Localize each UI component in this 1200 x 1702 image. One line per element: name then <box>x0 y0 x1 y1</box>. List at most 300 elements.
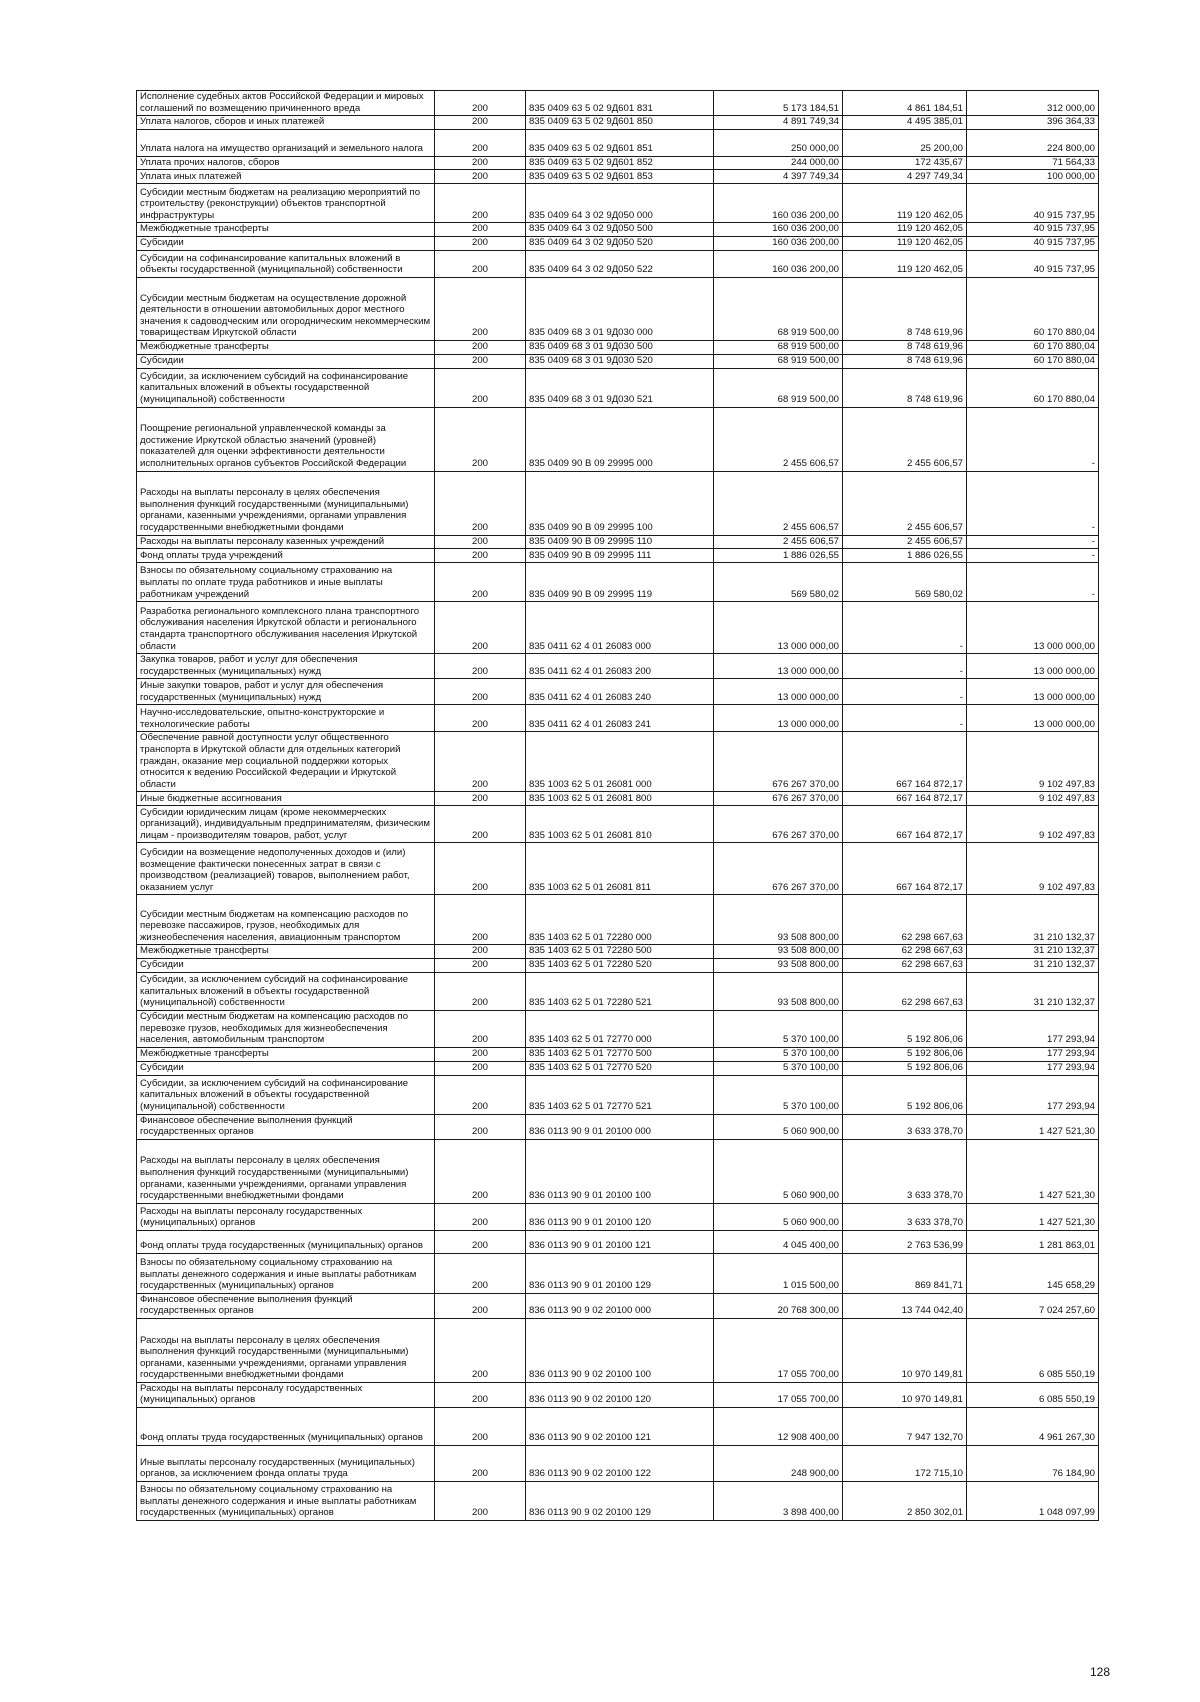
row-type-cell: 200 <box>435 184 526 223</box>
row-name-cell: Уплата налога на имущество организаций и земельного налога <box>137 129 435 156</box>
table-row <box>137 277 1099 340</box>
row-name-cell: Субсидии, за исключением субсидий на софинансирование капитальных вложений в объекты государственной (муниципальной) собственности <box>137 1075 435 1114</box>
row-code-cell: 835 0409 64 3 02 9Д050 522 <box>526 250 714 277</box>
row-code-cell: 836 0113 90 9 02 20100 100 <box>526 1318 714 1382</box>
row-name-cell: Межбюджетные трансферты <box>137 945 435 959</box>
table-row <box>137 340 1099 354</box>
table-row <box>137 972 1099 1010</box>
row-value-cell: 312 000,00 <box>967 91 1099 116</box>
row-value-cell: 5 192 806,06 <box>843 1075 967 1114</box>
budget-execution-table <box>136 90 1099 1521</box>
row-value-cell: 160 036 200,00 <box>714 250 843 277</box>
row-value-cell: 60 170 880,04 <box>967 368 1099 407</box>
row-code-cell: 835 0409 64 3 02 9Д050 500 <box>526 223 714 237</box>
row-code-cell: 835 1003 62 5 01 26081 810 <box>526 806 714 843</box>
row-type-cell: 200 <box>435 1382 526 1407</box>
row-value-cell: 569 580,02 <box>714 563 843 602</box>
row-name-cell: Фонд оплаты труда государственных (муниципальных) органов <box>137 1408 435 1446</box>
row-type-cell: 200 <box>435 1230 526 1253</box>
table-row <box>137 407 1099 471</box>
table-row <box>137 170 1099 184</box>
row-value-cell: 676 267 370,00 <box>714 806 843 843</box>
row-code-cell: 835 1003 62 5 01 26081 811 <box>526 843 714 895</box>
row-value-cell: - <box>843 705 967 732</box>
table-row <box>137 1446 1099 1482</box>
row-value-cell: 13 000 000,00 <box>714 705 843 732</box>
row-type-cell: 200 <box>435 1114 526 1139</box>
table-row <box>137 958 1099 972</box>
row-name-cell: Иные бюджетные ассигнования <box>137 792 435 806</box>
row-value-cell: 1 048 097,99 <box>967 1482 1099 1521</box>
row-value-cell: 93 508 800,00 <box>714 895 843 945</box>
row-name-cell: Взносы по обязательному социальному страхованию на выплаты денежного содержания и иные выплаты работникам государственных (муниципальных) органов <box>137 1482 435 1521</box>
row-type-cell: 200 <box>435 223 526 237</box>
row-name-cell: Иные закупки товаров, работ и услуг для обеспечения государственных (муниципальных) нужд <box>137 679 435 705</box>
row-type-cell: 200 <box>435 354 526 368</box>
row-code-cell: 835 0409 63 5 02 9Д601 852 <box>526 156 714 170</box>
row-value-cell: 5 370 100,00 <box>714 1010 843 1047</box>
row-name-cell: Исполнение судебных актов Российской Федерации и мировых соглашений по возмещению причиненного вреда <box>137 91 435 116</box>
table-row <box>137 1293 1099 1318</box>
row-value-cell: 8 748 619,96 <box>843 354 967 368</box>
row-value-cell: 2 455 606,57 <box>843 407 967 471</box>
row-value-cell: 119 120 462,05 <box>843 223 967 237</box>
row-name-cell: Взносы по обязательному социальному страхованию на выплаты денежного содержания и иные выплаты работникам государственных (муниципальных) органов <box>137 1253 435 1293</box>
row-type-cell: 200 <box>435 156 526 170</box>
row-value-cell: 3 633 378,70 <box>843 1139 967 1203</box>
row-value-cell: 93 508 800,00 <box>714 958 843 972</box>
row-name-cell: Разработка регионального комплексного плана транспортного обслуживания населения Иркутской области и регионального стандарта транспортного обслуживания населения Иркутской области <box>137 602 435 654</box>
row-value-cell: 9 102 497,83 <box>967 843 1099 895</box>
row-name-cell: Иные выплаты персоналу государственных (муниципальных) органов, за исключением фонда оплаты труда <box>137 1446 435 1482</box>
table-row <box>137 792 1099 806</box>
row-type-cell: 200 <box>435 368 526 407</box>
row-code-cell: 836 0113 90 9 01 20100 121 <box>526 1230 714 1253</box>
row-value-cell: - <box>967 563 1099 602</box>
row-type-cell: 200 <box>435 1061 526 1075</box>
row-value-cell: 3 633 378,70 <box>843 1114 967 1139</box>
table-row <box>137 354 1099 368</box>
row-name-cell: Субсидии местным бюджетам на реализацию мероприятий по строительству (реконструкции) объектов транспортной инфраструктуры <box>137 184 435 223</box>
row-type-cell: 200 <box>435 407 526 471</box>
row-value-cell: 160 036 200,00 <box>714 223 843 237</box>
row-type-cell: 200 <box>435 535 526 549</box>
table-row <box>137 843 1099 895</box>
row-type-cell: 200 <box>435 549 526 563</box>
row-value-cell: 62 298 667,63 <box>843 945 967 959</box>
row-value-cell: 667 164 872,17 <box>843 843 967 895</box>
row-value-cell: 248 900,00 <box>714 1446 843 1482</box>
row-type-cell: 200 <box>435 958 526 972</box>
row-value-cell: 1 886 026,55 <box>843 549 967 563</box>
row-value-cell: 31 210 132,37 <box>967 895 1099 945</box>
table-row <box>137 945 1099 959</box>
row-value-cell: 177 293,94 <box>967 1010 1099 1047</box>
row-value-cell: - <box>967 535 1099 549</box>
row-value-cell: 676 267 370,00 <box>714 792 843 806</box>
table-row <box>137 1318 1099 1382</box>
row-value-cell: 667 164 872,17 <box>843 732 967 792</box>
row-value-cell: 5 060 900,00 <box>714 1139 843 1203</box>
table-row <box>137 368 1099 407</box>
row-value-cell: 9 102 497,83 <box>967 732 1099 792</box>
row-name-cell: Субсидии <box>137 236 435 250</box>
row-code-cell: 835 0409 64 3 02 9Д050 000 <box>526 184 714 223</box>
row-value-cell: 4 045 400,00 <box>714 1230 843 1253</box>
row-value-cell: - <box>843 679 967 705</box>
row-type-cell: 200 <box>435 1446 526 1482</box>
row-value-cell: 4 891 749,34 <box>714 116 843 130</box>
row-value-cell: 177 293,94 <box>967 1061 1099 1075</box>
row-value-cell: 1 427 521,30 <box>967 1203 1099 1230</box>
row-value-cell: 172 715,10 <box>843 1446 967 1482</box>
row-value-cell: 8 748 619,96 <box>843 277 967 340</box>
row-value-cell: 10 970 149,81 <box>843 1382 967 1407</box>
table-row <box>137 116 1099 130</box>
row-value-cell: 13 000 000,00 <box>967 679 1099 705</box>
row-value-cell: 17 055 700,00 <box>714 1318 843 1382</box>
row-value-cell: 5 370 100,00 <box>714 1061 843 1075</box>
row-value-cell: 62 298 667,63 <box>843 895 967 945</box>
row-value-cell: - <box>967 549 1099 563</box>
row-value-cell: - <box>967 471 1099 535</box>
row-value-cell: 13 000 000,00 <box>967 705 1099 732</box>
table-row <box>137 1482 1099 1521</box>
row-value-cell: 676 267 370,00 <box>714 843 843 895</box>
row-code-cell: 835 0409 68 3 01 9Д030 000 <box>526 277 714 340</box>
row-type-cell: 200 <box>435 705 526 732</box>
row-value-cell: 13 000 000,00 <box>967 602 1099 654</box>
row-type-cell: 200 <box>435 843 526 895</box>
row-code-cell: 836 0113 90 9 02 20100 000 <box>526 1293 714 1318</box>
row-value-cell: 68 919 500,00 <box>714 277 843 340</box>
row-name-cell: Финансовое обеспечение выполнения функций государственных органов <box>137 1114 435 1139</box>
row-type-cell: 200 <box>435 895 526 945</box>
row-value-cell: 9 102 497,83 <box>967 792 1099 806</box>
row-value-cell: 5 192 806,06 <box>843 1010 967 1047</box>
row-value-cell: 4 861 184,51 <box>843 91 967 116</box>
table-row <box>137 1010 1099 1047</box>
row-code-cell: 835 0409 63 5 02 9Д601 850 <box>526 116 714 130</box>
row-type-cell: 200 <box>435 1047 526 1061</box>
table-row <box>137 1203 1099 1230</box>
table-row <box>137 1382 1099 1407</box>
row-value-cell: 10 970 149,81 <box>843 1318 967 1382</box>
row-code-cell: 836 0113 90 9 01 20100 100 <box>526 1139 714 1203</box>
row-name-cell: Субсидии <box>137 354 435 368</box>
row-value-cell: 40 915 737,95 <box>967 236 1099 250</box>
row-value-cell: 869 841,71 <box>843 1253 967 1293</box>
row-code-cell: 835 0409 90 В 09 29995 119 <box>526 563 714 602</box>
row-value-cell: 6 085 550,19 <box>967 1318 1099 1382</box>
row-value-cell: 2 455 606,57 <box>714 471 843 535</box>
row-code-cell: 835 0411 62 4 01 26083 200 <box>526 654 714 679</box>
row-value-cell: 5 173 184,51 <box>714 91 843 116</box>
row-code-cell: 835 1403 62 5 01 72770 520 <box>526 1061 714 1075</box>
row-code-cell: 836 0113 90 9 02 20100 122 <box>526 1446 714 1482</box>
row-value-cell: 68 919 500,00 <box>714 354 843 368</box>
row-code-cell: 835 0409 63 5 02 9Д601 831 <box>526 91 714 116</box>
row-code-cell: 835 1403 62 5 01 72280 000 <box>526 895 714 945</box>
row-value-cell: 60 170 880,04 <box>967 354 1099 368</box>
row-value-cell: 68 919 500,00 <box>714 368 843 407</box>
row-value-cell: 2 850 302,01 <box>843 1482 967 1521</box>
row-type-cell: 200 <box>435 654 526 679</box>
row-value-cell: 177 293,94 <box>967 1047 1099 1061</box>
row-value-cell: - <box>843 654 967 679</box>
row-value-cell: 1 281 863,01 <box>967 1230 1099 1253</box>
row-type-cell: 200 <box>435 679 526 705</box>
table-row <box>137 705 1099 732</box>
row-value-cell: 177 293,94 <box>967 1075 1099 1114</box>
row-name-cell: Субсидии местным бюджетам на осуществление дорожной деятельности в отношении автомобильных дорог местного значения к садоводческим или огородническим некоммерческим товариществам Иркутской области <box>137 277 435 340</box>
row-value-cell: 2 763 536,99 <box>843 1230 967 1253</box>
row-type-cell: 200 <box>435 1203 526 1230</box>
row-value-cell: 93 508 800,00 <box>714 972 843 1010</box>
row-value-cell: 5 370 100,00 <box>714 1047 843 1061</box>
table-body <box>137 91 1099 1521</box>
row-code-cell: 836 0113 90 9 01 20100 000 <box>526 1114 714 1139</box>
row-code-cell: 835 1403 62 5 01 72280 500 <box>526 945 714 959</box>
row-type-cell: 200 <box>435 1293 526 1318</box>
table-row <box>137 1114 1099 1139</box>
row-value-cell: 13 000 000,00 <box>714 654 843 679</box>
row-name-cell: Субсидии <box>137 1061 435 1075</box>
table-row <box>137 184 1099 223</box>
row-name-cell: Фонд оплаты труда государственных (муниципальных) органов <box>137 1230 435 1253</box>
row-name-cell: Межбюджетные трансферты <box>137 340 435 354</box>
row-name-cell: Субсидии <box>137 958 435 972</box>
row-name-cell: Фонд оплаты труда учреждений <box>137 549 435 563</box>
row-value-cell: 40 915 737,95 <box>967 223 1099 237</box>
row-value-cell: 5 192 806,06 <box>843 1047 967 1061</box>
table-row <box>137 1061 1099 1075</box>
row-name-cell: Поощрение региональной управленческой команды за достижение Иркутской областью значений (уровней) показателей для оценки эффективности деятельности исполнительных органов субъектов Российской Федерации <box>137 407 435 471</box>
row-type-cell: 200 <box>435 1482 526 1521</box>
table-row <box>137 471 1099 535</box>
row-name-cell: Закупка товаров, работ и услуг для обеспечения государственных (муниципальных) нужд <box>137 654 435 679</box>
row-value-cell: 4 297 749,34 <box>843 170 967 184</box>
row-value-cell: 160 036 200,00 <box>714 236 843 250</box>
row-value-cell: 5 370 100,00 <box>714 1075 843 1114</box>
row-type-cell: 200 <box>435 602 526 654</box>
table-row <box>137 91 1099 116</box>
row-value-cell: 13 000 000,00 <box>714 679 843 705</box>
row-code-cell: 835 0411 62 4 01 26083 241 <box>526 705 714 732</box>
table-row <box>137 1075 1099 1114</box>
row-code-cell: 835 1403 62 5 01 72280 520 <box>526 958 714 972</box>
row-value-cell: 4 397 749,34 <box>714 170 843 184</box>
table-row <box>137 549 1099 563</box>
row-value-cell: 1 427 521,30 <box>967 1139 1099 1203</box>
row-value-cell: 4 495 385,01 <box>843 116 967 130</box>
row-name-cell: Межбюджетные трансферты <box>137 1047 435 1061</box>
row-value-cell: 2 455 606,57 <box>714 535 843 549</box>
row-value-cell: 160 036 200,00 <box>714 184 843 223</box>
row-name-cell: Уплата налогов, сборов и иных платежей <box>137 116 435 130</box>
row-value-cell: 13 744 042,40 <box>843 1293 967 1318</box>
row-code-cell: 835 1403 62 5 01 72280 521 <box>526 972 714 1010</box>
row-name-cell: Расходы на выплаты персоналу казенных учреждений <box>137 535 435 549</box>
row-type-cell: 200 <box>435 471 526 535</box>
row-value-cell: 60 170 880,04 <box>967 277 1099 340</box>
row-value-cell: 1 886 026,55 <box>714 549 843 563</box>
row-value-cell: 5 060 900,00 <box>714 1203 843 1230</box>
row-type-cell: 200 <box>435 170 526 184</box>
row-value-cell: 676 267 370,00 <box>714 732 843 792</box>
row-type-cell: 200 <box>435 1253 526 1293</box>
row-type-cell: 200 <box>435 732 526 792</box>
row-code-cell: 836 0113 90 9 02 20100 121 <box>526 1408 714 1446</box>
row-value-cell: 68 919 500,00 <box>714 340 843 354</box>
row-name-cell: Субсидии местным бюджетам на компенсацию расходов по перевозке пассажиров, грузов, необходимых для жизнеобеспечения населения, авиационным транспортом <box>137 895 435 945</box>
row-value-cell: 3 898 400,00 <box>714 1482 843 1521</box>
row-type-cell: 200 <box>435 806 526 843</box>
row-code-cell: 835 1003 62 5 01 26081 800 <box>526 792 714 806</box>
row-value-cell: 62 298 667,63 <box>843 958 967 972</box>
table-row <box>137 236 1099 250</box>
row-value-cell: 93 508 800,00 <box>714 945 843 959</box>
row-name-cell: Субсидии юридическим лицам (кроме некоммерческих организаций), индивидуальным предпринимателям, физическим лицам - производителям товаров, работ, услуг <box>137 806 435 843</box>
row-value-cell: 7 947 132,70 <box>843 1408 967 1446</box>
row-name-cell: Расходы на выплаты персоналу государственных (муниципальных) органов <box>137 1382 435 1407</box>
row-type-cell: 200 <box>435 236 526 250</box>
row-type-cell: 200 <box>435 792 526 806</box>
row-type-cell: 200 <box>435 563 526 602</box>
table-row <box>137 156 1099 170</box>
row-value-cell: 250 000,00 <box>714 129 843 156</box>
row-value-cell: 5 192 806,06 <box>843 1061 967 1075</box>
row-value-cell: 172 435,67 <box>843 156 967 170</box>
row-type-cell: 200 <box>435 116 526 130</box>
table-row <box>137 1230 1099 1253</box>
table-row <box>137 806 1099 843</box>
row-type-cell: 200 <box>435 91 526 116</box>
row-type-cell: 200 <box>435 250 526 277</box>
row-value-cell: 100 000,00 <box>967 170 1099 184</box>
row-name-cell: Расходы на выплаты персоналу в целях обеспечения выполнения функций государственными (муниципальными) органами, казенными учреждениями, органами управления государственными внебюджетными фондами <box>137 471 435 535</box>
row-name-cell: Субсидии, за исключением субсидий на софинансирование капитальных вложений в объекты государственной (муниципальной) собственности <box>137 972 435 1010</box>
row-name-cell: Расходы на выплаты персоналу государственных (муниципальных) органов <box>137 1203 435 1230</box>
row-value-cell: 71 564,33 <box>967 156 1099 170</box>
row-code-cell: 835 0409 68 3 01 9Д030 520 <box>526 354 714 368</box>
row-code-cell: 836 0113 90 9 02 20100 129 <box>526 1482 714 1521</box>
row-value-cell: - <box>967 407 1099 471</box>
table-row <box>137 129 1099 156</box>
row-value-cell: 1 427 521,30 <box>967 1114 1099 1139</box>
row-value-cell: 31 210 132,37 <box>967 972 1099 1010</box>
row-value-cell: 76 184,90 <box>967 1446 1099 1482</box>
row-value-cell: 13 000 000,00 <box>714 602 843 654</box>
table-row <box>137 250 1099 277</box>
row-value-cell: 12 908 400,00 <box>714 1408 843 1446</box>
row-name-cell: Субсидии, за исключением субсидий на софинансирование капитальных вложений в объекты государственной (муниципальной) собственности <box>137 368 435 407</box>
row-type-cell: 200 <box>435 129 526 156</box>
row-value-cell: 569 580,02 <box>843 563 967 602</box>
table-row <box>137 1408 1099 1446</box>
row-type-cell: 200 <box>435 972 526 1010</box>
row-code-cell: 835 1403 62 5 01 72770 500 <box>526 1047 714 1061</box>
row-name-cell: Взносы по обязательному социальному страхованию на выплаты по оплате труда работников и иные выплаты работникам учреждений <box>137 563 435 602</box>
row-value-cell: 40 915 737,95 <box>967 250 1099 277</box>
row-value-cell: 40 915 737,95 <box>967 184 1099 223</box>
table-row <box>137 679 1099 705</box>
row-value-cell: 9 102 497,83 <box>967 806 1099 843</box>
row-code-cell: 836 0113 90 9 01 20100 129 <box>526 1253 714 1293</box>
row-value-cell: - <box>843 602 967 654</box>
row-name-cell: Расходы на выплаты персоналу в целях обеспечения выполнения функций государственными (муниципальными) органами, казенными учреждениями, органами управления государственными внебюджетными фондами <box>137 1139 435 1203</box>
row-type-cell: 200 <box>435 1075 526 1114</box>
row-code-cell: 835 0411 62 4 01 26083 240 <box>526 679 714 705</box>
table-row <box>137 732 1099 792</box>
row-value-cell: 8 748 619,96 <box>843 340 967 354</box>
table-row <box>137 654 1099 679</box>
row-type-cell: 200 <box>435 1318 526 1382</box>
page-number: 128 <box>1090 1665 1111 1679</box>
row-value-cell: 119 120 462,05 <box>843 184 967 223</box>
row-name-cell: Субсидии на возмещение недополученных доходов и (или) возмещение фактически понесенных затрат в связи с производством (реализацией) товаров, выполнением работ, оказанием услуг <box>137 843 435 895</box>
row-value-cell: 119 120 462,05 <box>843 250 967 277</box>
row-code-cell: 835 0409 90 В 09 29995 000 <box>526 407 714 471</box>
row-value-cell: 1 015 500,00 <box>714 1253 843 1293</box>
table-row <box>137 223 1099 237</box>
row-code-cell: 835 0409 90 В 09 29995 111 <box>526 549 714 563</box>
row-type-cell: 200 <box>435 1010 526 1047</box>
row-code-cell: 835 0409 68 3 01 9Д030 500 <box>526 340 714 354</box>
row-code-cell: 835 0409 90 В 09 29995 100 <box>526 471 714 535</box>
row-value-cell: 145 658,29 <box>967 1253 1099 1293</box>
table-row <box>137 1139 1099 1203</box>
row-code-cell: 836 0113 90 9 01 20100 120 <box>526 1203 714 1230</box>
row-name-cell: Межбюджетные трансферты <box>137 223 435 237</box>
row-name-cell: Обеспечение равной доступности услуг общественного транспорта в Иркутской области для отдельных категорий граждан, оказание мер социальной поддержки которых относится к ведению Российской Федерации и Иркутской области <box>137 732 435 792</box>
row-value-cell: 2 455 606,57 <box>843 471 967 535</box>
row-value-cell: 2 455 606,57 <box>714 407 843 471</box>
table-row <box>137 563 1099 602</box>
row-value-cell: 224 800,00 <box>967 129 1099 156</box>
row-type-cell: 200 <box>435 1408 526 1446</box>
row-type-cell: 200 <box>435 340 526 354</box>
row-value-cell: 31 210 132,37 <box>967 945 1099 959</box>
row-code-cell: 835 0409 90 В 09 29995 110 <box>526 535 714 549</box>
table-row <box>137 1047 1099 1061</box>
table-row <box>137 895 1099 945</box>
row-code-cell: 835 1403 62 5 01 72770 521 <box>526 1075 714 1114</box>
row-value-cell: 7 024 257,60 <box>967 1293 1099 1318</box>
row-name-cell: Расходы на выплаты персоналу в целях обеспечения выполнения функций государственными (муниципальными) органами, казенными учреждениями, органами управления государственными внебюджетными фондами <box>137 1318 435 1382</box>
row-value-cell: 60 170 880,04 <box>967 340 1099 354</box>
row-name-cell: Субсидии на софинансирование капитальных вложений в объекты государственной (муниципальной) собственности <box>137 250 435 277</box>
row-value-cell: 667 164 872,17 <box>843 806 967 843</box>
row-value-cell: 13 000 000,00 <box>967 654 1099 679</box>
row-code-cell: 835 0409 63 5 02 9Д601 853 <box>526 170 714 184</box>
row-value-cell: 244 000,00 <box>714 156 843 170</box>
row-value-cell: 4 961 267,30 <box>967 1408 1099 1446</box>
row-value-cell: 396 364,33 <box>967 116 1099 130</box>
row-type-cell: 200 <box>435 945 526 959</box>
row-name-cell: Уплата иных платежей <box>137 170 435 184</box>
row-value-cell: 5 060 900,00 <box>714 1114 843 1139</box>
row-value-cell: 119 120 462,05 <box>843 236 967 250</box>
row-value-cell: 25 200,00 <box>843 129 967 156</box>
row-code-cell: 835 0409 64 3 02 9Д050 520 <box>526 236 714 250</box>
row-name-cell: Субсидии местным бюджетам на компенсацию расходов по перевозке грузов, необходимых для жизнеобеспечения населения, автомобильным транспортом <box>137 1010 435 1047</box>
row-value-cell: 8 748 619,96 <box>843 368 967 407</box>
row-name-cell: Уплата прочих налогов, сборов <box>137 156 435 170</box>
row-name-cell: Научно-исследовательские, опытно-конструкторские и технологические работы <box>137 705 435 732</box>
row-type-cell: 200 <box>435 1139 526 1203</box>
row-value-cell: 62 298 667,63 <box>843 972 967 1010</box>
